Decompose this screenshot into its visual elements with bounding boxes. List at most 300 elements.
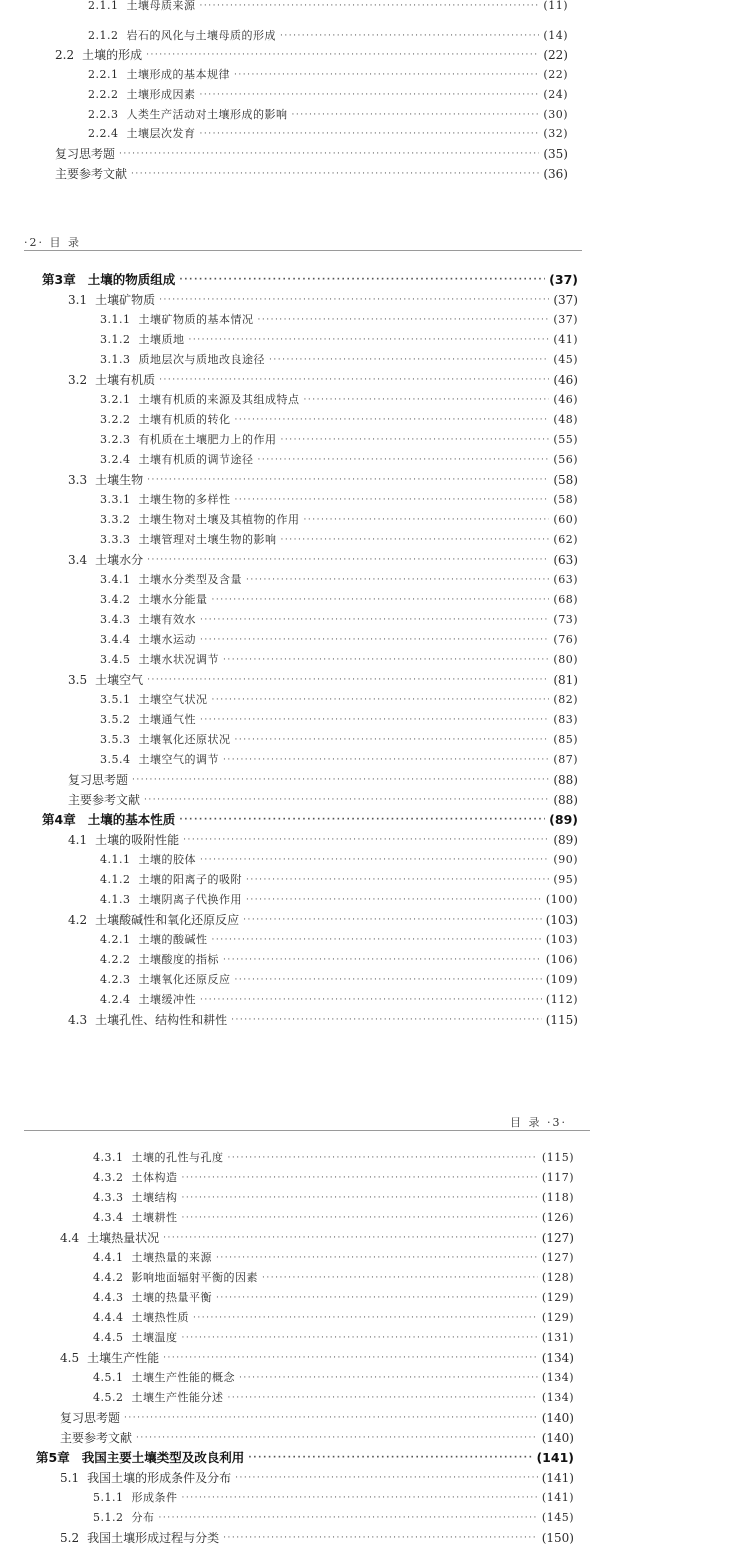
toc-entry-page-number: (88) [553,793,578,807]
toc-entry[interactable] [55,45,568,65]
toc-entry-number: 3.2.3 [100,433,131,446]
toc-entry-number: 3.3 [68,473,88,487]
toc-entry-number: 3.2.4 [100,453,131,466]
toc-entry[interactable] [100,330,578,350]
dot-leader [212,690,550,710]
toc-entry-title: 土壤生物的多样性 [138,493,231,506]
toc-entry-title: 影响地面辐射平衡的因素 [131,1271,258,1284]
toc-entry-title: 土壤通气性 [138,713,196,726]
dot-leader [179,270,545,290]
toc-entry[interactable] [60,1428,574,1448]
toc-entry[interactable] [93,1248,574,1268]
toc-entry-page-number: (95) [553,873,578,886]
toc-entry-page-number: (55) [553,433,578,446]
toc-entry[interactable] [88,0,568,16]
toc-entry-number: 3.5.3 [100,733,131,746]
toc-entry-page-number: (141) [536,1450,574,1465]
toc-entry-number: 2.2.1 [88,68,119,82]
toc-entry-number: 4.5.1 [93,1371,124,1384]
toc-entry-title: 土壤水状况调节 [138,653,219,666]
toc-entry[interactable] [100,970,578,990]
toc-entry-title: 土壤空气 [95,673,144,687]
toc-entry[interactable] [100,890,578,910]
toc-entry[interactable] [60,1408,574,1428]
toc-entry[interactable] [93,1488,574,1508]
dot-leader [246,890,542,910]
toc-entry[interactable] [100,430,578,450]
toc-entry-title: 土壤的热量平衡 [131,1291,212,1304]
toc-entry-title: 土壤矿物质的基本情况 [138,313,254,326]
dot-leader [235,490,550,510]
toc-entry[interactable] [100,310,578,330]
toc-entry-page-number: (73) [553,613,578,626]
toc-entry-page-number: (89) [553,833,578,847]
toc-entry[interactable] [100,730,578,750]
dot-leader [228,1388,538,1408]
toc-page-2 [0,170,750,1050]
toc-entry-number: 3.3.2 [100,513,131,526]
dot-leader [231,1010,542,1030]
dot-leader [223,650,549,670]
toc-entry-page-number: (141) [541,1471,574,1485]
toc-entry-page-number: (103) [545,933,578,946]
toc-entry[interactable] [100,490,578,510]
toc-entry-title: 土壤氧化还原反应 [138,973,231,986]
toc-entry-title: 土壤有效水 [138,613,196,626]
toc-entry[interactable] [42,810,578,830]
dot-leader [223,1528,538,1548]
toc-entry-title: 分布 [131,1511,155,1524]
dot-leader [280,26,539,46]
toc-entry-title: 土壤结构 [131,1191,178,1204]
toc-entry-page-number: (115) [541,1151,574,1164]
toc-entry-page-number: (41) [553,333,578,346]
toc-entry-page-number: (106) [545,953,578,966]
toc-entry-page-number: (117) [541,1171,574,1184]
toc-entry-title: 土壤的基本性质 [87,812,176,827]
toc-entry-number: 3.3.1 [100,493,131,506]
toc-entry[interactable] [93,1168,574,1188]
toc-entry-number: 3.4.2 [100,593,131,606]
toc-entry[interactable] [100,690,578,710]
toc-entry-page-number: (100) [545,893,578,906]
dot-leader [200,710,549,730]
dot-leader [147,470,549,490]
toc-entry-page-number: (140) [541,1411,574,1425]
toc-entry-page-number: (83) [553,713,578,726]
toc-entry[interactable] [100,410,578,430]
toc-entry-title: 土壤耕性 [131,1211,178,1224]
dot-leader [304,390,550,410]
toc-entry-title: 土壤孔性、结构性和耕性 [95,1013,228,1027]
toc-entry-page-number: (134) [541,1371,574,1384]
toc-entry[interactable] [55,144,568,164]
toc-entry-page-number: (115) [545,1013,578,1027]
toc-entry-page-number: (145) [541,1511,574,1524]
toc-entry-page-number: (127) [541,1251,574,1264]
toc-entry-number: 5.1.2 [93,1511,124,1524]
dot-leader [281,430,550,450]
toc-entry-title: 复习思考题 [55,146,116,161]
toc-entry-number: 3.1.2 [100,333,131,346]
toc-entry-number: 4.2.4 [100,993,131,1006]
toc-entry-number: 4.1.3 [100,893,131,906]
toc-entry-page-number: (22) [543,68,568,82]
toc-entry-title: 土壤有机质的转化 [138,413,231,426]
toc-entry-number: 2.2.2 [88,87,119,101]
toc-entry-title: 土壤的吸附性能 [95,833,180,847]
page-header: 目 录 ·3· [510,1116,567,1129]
toc-entry[interactable] [60,1228,574,1248]
dot-leader [262,1268,538,1288]
toc-entry[interactable] [68,290,578,310]
toc-entry-page-number: (118) [541,1191,574,1204]
toc-entry-title: 土壤的形成 [82,48,143,63]
dot-leader [182,1208,538,1228]
toc-entry-page-number: (24) [543,87,568,101]
dot-leader [258,310,550,330]
toc-entry-page-number: (131) [541,1331,574,1344]
toc-entry-number: 4.4 [60,1231,80,1245]
dot-leader [147,670,549,690]
toc-entry-number: 3.4.1 [100,573,131,586]
toc-entry-page-number: (63) [553,573,578,586]
toc-entry-number: 2.2.4 [88,127,119,141]
toc-entry[interactable] [60,1468,574,1488]
toc-entry-title: 土壤层次发育 [126,127,196,141]
toc-entry[interactable] [68,550,578,570]
toc-entry[interactable] [68,1010,578,1030]
toc-entry[interactable] [100,930,578,950]
toc-entry-title: 土壤生产性能的概念 [131,1371,235,1384]
toc-entry-page-number: (56) [553,453,578,466]
toc-entry-page-number: (127) [541,1231,574,1245]
toc-entry-page-number: (134) [541,1351,574,1365]
toc-entry[interactable] [88,124,568,144]
toc-entry-number: 3.3.3 [100,533,131,546]
toc-entry[interactable] [68,910,578,930]
toc-entry[interactable] [93,1288,574,1308]
toc-entry-page-number: (128) [541,1271,574,1284]
dot-leader [246,870,549,890]
toc-entry[interactable] [88,85,568,105]
toc-entry-number: 3.5.1 [100,693,131,706]
toc-entry-number: 3.1.3 [100,353,131,366]
toc-entry-title: 土壤空气状况 [138,693,208,706]
toc-entry[interactable] [93,1308,574,1328]
toc-entry-page-number: (45) [553,353,578,366]
toc-entry[interactable] [100,710,578,730]
toc-entry-number: 4.2.2 [100,953,131,966]
toc-entry-number: 4.5 [60,1351,80,1365]
dot-leader [200,0,540,16]
toc-entry-number: 4.4.4 [93,1311,124,1324]
toc-entry-title: 土壤生物对土壤及其植物的作用 [138,513,300,526]
toc-entry-page-number: (87) [553,753,578,766]
toc-entry-title: 土壤管理对土壤生物的影响 [138,533,277,546]
toc-entry[interactable] [100,350,578,370]
dot-leader [212,930,542,950]
toc-entry-title: 土壤生产性能 [87,1351,160,1365]
toc-entry-title: 土壤热量状况 [87,1231,160,1245]
toc-entry[interactable] [100,530,578,550]
toc-entry-page-number: (109) [545,973,578,986]
toc-entry[interactable] [42,270,578,290]
toc-entry-page-number: (112) [545,993,578,1006]
toc-entry-number: 4.4.1 [93,1251,124,1264]
toc-entry-number: 3.4.5 [100,653,131,666]
toc-entry-title: 人类生产活动对土壤形成的影响 [126,107,288,121]
dot-leader [119,144,539,164]
dot-leader [182,1168,538,1188]
toc-entry[interactable] [68,770,578,790]
dot-leader [246,570,549,590]
page-header: ·2· 目 录 [24,236,81,249]
toc-entry-title: 土壤母质来源 [126,0,196,12]
toc-entry-number: 3.1 [68,293,88,307]
toc-entry-page-number: (32) [543,127,568,141]
toc-entry-number: 3.5 [68,673,88,687]
toc-entry-title: 土壤矿物质 [95,293,156,307]
toc-entry-title: 我国主要土壤类型及改良利用 [81,1450,245,1465]
toc-entry-title: 土壤形成的基本规律 [126,68,230,82]
toc-page-1 [0,0,750,181]
toc-entry-page-number: (134) [541,1391,574,1404]
toc-entry[interactable] [93,1208,574,1228]
toc-entry-title: 我国土壤形成过程与分类 [87,1531,220,1545]
toc-entry-number: 5.1.1 [93,1491,124,1504]
toc-entry[interactable] [68,470,578,490]
dot-leader [243,910,542,930]
dot-leader [292,105,540,125]
toc-entry-title: 土壤有机质的调节途径 [138,453,254,466]
toc-entry[interactable] [68,670,578,690]
toc-entry-title: 土壤氧化还原状况 [138,733,231,746]
dot-leader [200,850,549,870]
dot-leader [235,410,550,430]
toc-entry-number: 4.3.2 [93,1171,124,1184]
toc-entry-title: 土壤的孔性与孔度 [131,1151,224,1164]
dot-leader [200,85,540,105]
toc-entry[interactable] [100,570,578,590]
toc-entry-page-number: (62) [553,533,578,546]
toc-entry-number: 3.1.1 [100,313,131,326]
toc-entry[interactable] [88,105,568,125]
toc-entry[interactable] [68,790,578,810]
toc-entry[interactable] [36,1448,574,1468]
toc-entry-number: 3.4.4 [100,633,131,646]
dot-leader [228,1148,538,1168]
dot-leader [183,830,549,850]
toc-entry-title: 质地层次与质地改良途径 [138,353,265,366]
toc-entry[interactable] [100,590,578,610]
toc-entry-page-number: (81) [553,673,578,687]
toc-entry[interactable] [100,510,578,530]
toc-entry[interactable] [93,1188,574,1208]
toc-entry-page-number: (11) [543,0,568,12]
toc-entry[interactable] [100,750,578,770]
dot-leader [223,950,542,970]
toc-entry-page-number: (22) [543,48,568,63]
toc-entry[interactable] [93,1148,574,1168]
toc-entry[interactable] [100,450,578,470]
toc-entry-title: 土壤水分类型及含量 [138,573,242,586]
toc-entry-number: 3.4.3 [100,613,131,626]
dot-leader [159,370,549,390]
toc-entry-page-number: (35) [543,146,568,161]
dot-leader [235,970,542,990]
toc-entry-page-number: (82) [553,693,578,706]
toc-entry-page-number: (89) [549,812,578,827]
toc-entry[interactable] [68,830,578,850]
toc-entry-number: 4.4.2 [93,1271,124,1284]
toc-entry[interactable] [100,850,578,870]
toc-entry-title: 形成条件 [131,1491,178,1504]
toc-entry-title: 土壤热量的来源 [131,1251,212,1264]
toc-entry-page-number: (63) [553,553,578,567]
toc-entry-number: 3.2.2 [100,413,131,426]
toc-entry-number: 4.3.3 [93,1191,124,1204]
toc-entry-page-number: (36) [543,166,568,181]
toc-entry[interactable] [100,650,578,670]
dot-leader [239,1368,538,1388]
dot-leader [132,770,549,790]
toc-entry-number: 2.1.2 [88,28,119,42]
dot-leader [258,450,550,470]
toc-entry-title: 我国土壤的形成条件及分布 [87,1471,232,1485]
toc-entry-title: 土壤酸碱性和氧化还原反应 [95,913,240,927]
dot-leader [216,1248,538,1268]
dot-leader [248,1448,532,1468]
toc-entry-title: 土壤有机质 [95,373,156,387]
toc-entry-title: 主要参考文献 [60,1431,133,1445]
toc-entry[interactable] [60,1528,574,1548]
toc-entry-page-number: (14) [543,28,568,42]
toc-entry-page-number: (48) [553,413,578,426]
toc-entry-number: 2.2.3 [88,107,119,121]
dot-leader [200,630,549,650]
toc-entry-page-number: (129) [541,1291,574,1304]
dot-leader [182,1488,538,1508]
dot-leader [234,65,539,85]
toc-entry-number: 4.1.2 [100,873,131,886]
toc-entry-page-number: (46) [553,393,578,406]
toc-entry-number: 3.4 [68,553,88,567]
toc-entry[interactable] [100,390,578,410]
toc-entry[interactable] [93,1328,574,1348]
toc-entry[interactable] [100,990,578,1010]
toc-entry[interactable] [93,1268,574,1288]
toc-entry-page-number: (126) [541,1211,574,1224]
toc-entry-page-number: (129) [541,1311,574,1324]
toc-entry-number: 4.5.2 [93,1391,124,1404]
toc-entry-number: 3.2.1 [100,393,131,406]
dot-leader [216,1288,538,1308]
toc-entry-page-number: (46) [553,373,578,387]
toc-entry-title: 土壤生产性能分述 [131,1391,224,1404]
toc-entry-page-number: (76) [553,633,578,646]
toc-entry-title: 土壤水运动 [138,633,196,646]
dot-leader [182,1328,538,1348]
toc-entry-title: 土壤酸度的指标 [138,953,219,966]
toc-entry-page-number: (141) [541,1491,574,1504]
dot-leader [223,750,549,770]
toc-entry[interactable] [100,870,578,890]
dot-leader [269,350,549,370]
toc-entry-title: 土壤水分 [95,553,144,567]
toc-entry[interactable] [100,950,578,970]
toc-entry-number: 3.5.2 [100,713,131,726]
toc-entry-title: 土壤热性质 [131,1311,189,1324]
toc-entry-page-number: (68) [553,593,578,606]
toc-entry-page-number: (90) [553,853,578,866]
toc-entry-number: 5.1 [60,1471,80,1485]
toc-entry-title: 土壤有机质的来源及其组成特点 [138,393,300,406]
toc-entry-page-number: (103) [545,913,578,927]
toc-entry[interactable] [100,630,578,650]
toc-entry-page-number: (80) [553,653,578,666]
dot-leader [304,510,550,530]
toc-entry-title: 土壤的阳离子的吸附 [138,873,242,886]
toc-entry-number: 4.2.1 [100,933,131,946]
toc-entry-title: 土壤缓冲性 [138,993,196,1006]
toc-entry-title: 岩石的风化与土壤母质的形成 [126,28,276,42]
toc-entry[interactable] [88,65,568,85]
toc-entry-title: 土壤的物质组成 [87,272,176,287]
dot-leader [146,45,539,65]
toc-entry-title: 土壤温度 [131,1331,178,1344]
dot-leader [235,1468,538,1488]
toc-entry-title: 主要参考文献 [68,793,141,807]
toc-entry-page-number: (30) [543,107,568,121]
toc-entry-page-number: (37) [549,272,578,287]
toc-entry-number: 4.3 [68,1013,88,1027]
dot-leader [235,730,550,750]
toc-entry-number: 3.2 [68,373,88,387]
toc-entry[interactable] [93,1368,574,1388]
toc-entry[interactable] [93,1388,574,1408]
toc-entry-number: 4.2 [68,913,88,927]
toc-entry-page-number: (150) [541,1531,574,1545]
dot-leader [189,330,550,350]
header-rule [24,1130,590,1131]
dot-leader [163,1348,538,1368]
toc-entry[interactable] [68,370,578,390]
toc-entry[interactable] [60,1348,574,1368]
toc-entry-page-number: (37) [553,313,578,326]
toc-entry-page-number: (60) [553,513,578,526]
header-rule [24,250,582,251]
toc-entry-title: 土壤水分能量 [138,593,208,606]
dot-leader [182,1188,538,1208]
toc-entry-number: 4.4.5 [93,1331,124,1344]
dot-leader [144,790,549,810]
toc-entry-page-number: (85) [553,733,578,746]
toc-entry-title: 土壤质地 [138,333,185,346]
toc-entry-number: 5.2 [60,1531,80,1545]
toc-entry-title: 复习思考题 [60,1411,121,1425]
toc-entry[interactable] [100,610,578,630]
toc-entry-title: 土壤空气的调节 [138,753,219,766]
toc-entry-number: 2.2 [55,48,75,63]
toc-entry-number: 2.1.1 [88,0,119,12]
toc-entry-number: 第5章 [36,1450,70,1465]
dot-leader [159,290,549,310]
toc-entry[interactable] [93,1508,574,1528]
toc-entry[interactable] [88,26,568,46]
dot-leader [163,1228,538,1248]
toc-entry-page-number: (88) [553,773,578,787]
